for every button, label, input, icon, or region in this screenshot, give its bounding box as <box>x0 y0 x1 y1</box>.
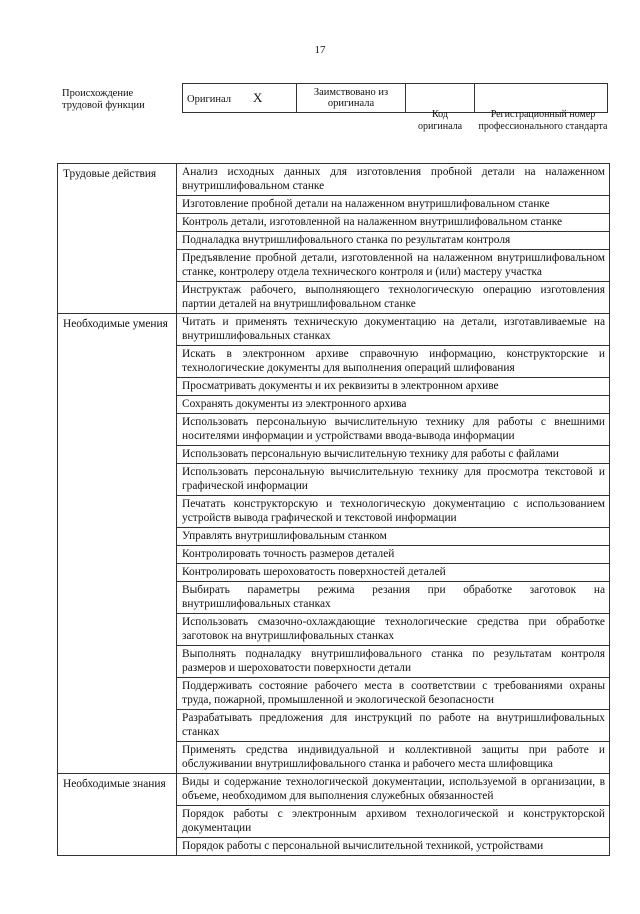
list-item: Порядок работы с электронным архивом технологической и конструкторской документации <box>177 806 610 838</box>
table-row <box>58 774 610 806</box>
list-item: Управлять внутришлифовальным станком <box>177 528 610 546</box>
page-number: 17 <box>314 44 326 56</box>
list-item: Использовать персональную вычислительную технику для просмотра текстовой и графической информации <box>177 464 610 496</box>
list-item: Изготовление пробной детали на налаженном внутришлифовальном станке <box>177 196 610 214</box>
original-cell <box>183 84 297 113</box>
labor-function-table <box>57 163 610 856</box>
list-item: Контролировать шероховатость поверхностей деталей <box>177 564 610 582</box>
list-item: Сохранять документы из электронного архива <box>177 396 610 414</box>
section-label: Трудовые действия <box>58 164 177 314</box>
list-item: Выбирать параметры режима резания при обработке заготовок на внутришлифовальных станках <box>177 582 610 614</box>
original-mark: X <box>253 90 263 105</box>
original-label: Оригинал <box>187 94 231 105</box>
list-item: Инструктаж рабочего, выполняющего технологическую операцию изготовления партии деталей на внутришлифовальном станке <box>177 282 610 314</box>
table-row <box>58 164 610 196</box>
list-item: Контроль детали, изготовленной на налаженном внутришлифовальном станке <box>177 214 610 232</box>
list-item: Предъявление пробной детали, изготовленной на налаженном внутришлифовальном станке, контролеру отдела технического контроля и (или) мастеру участка <box>177 250 610 282</box>
list-item: Печатать конструкторскую и технологическую документацию с использованием устройств вывода графической и текстовой информации <box>177 496 610 528</box>
list-item: Виды и содержание технологической документации, используемой в организации, в объеме, необходимом для выполнения служебных обязанностей <box>177 774 610 806</box>
list-item: Порядок работы с персональной вычислительной техникой, устройствами <box>177 838 610 856</box>
list-item: Читать и применять техническую документацию на детали, изготавливаемые на внутришлифовальных станках <box>177 314 610 346</box>
origin-label: Происхождение трудовой функции <box>62 88 145 111</box>
list-item: Анализ исходных данных для изготовления пробной детали на налаженном внутришлифовальном станке <box>177 164 610 196</box>
borrowed-cell: Заимствовано из оригинала <box>297 84 406 113</box>
list-item: Искать в электронном архиве справочную информацию, конструкторские и технологические документы для выполнения операций шлифования <box>177 346 610 378</box>
list-item: Поддерживать состояние рабочего места в соответствии с требованиями охраны труда, пожарной, промышленной и экологической безопасности <box>177 678 610 710</box>
code-caption: Код оригинала <box>417 109 463 132</box>
section-label: Необходимые знания <box>58 774 177 856</box>
section-label: Необходимые умения <box>58 314 177 774</box>
table-row <box>58 314 610 346</box>
list-item: Выполнять подналадку внутришлифовального станка по результатам контроля размеров и шероховатости поверхности детали <box>177 646 610 678</box>
list-item: Контролировать точность размеров деталей <box>177 546 610 564</box>
list-item: Просматривать документы и их реквизиты в электронном архиве <box>177 378 610 396</box>
list-item: Использовать смазочно-охлаждающие технологические средства при обработке заготовок на внутришлифовальных станках <box>177 614 610 646</box>
list-item: Разрабатывать предложения для инструкций по работе на внутришлифовальных станках <box>177 710 610 742</box>
reg-number-caption: Регистрационный номер профессионального стандарта <box>478 109 608 132</box>
list-item: Использовать персональную вычислительную технику для работы с файлами <box>177 446 610 464</box>
list-item: Применять средства индивидуальной и коллективной защиты при работе и обслуживании внутришлифовального станка и рабочего места шлифовщика <box>177 742 610 774</box>
list-item: Подналадка внутришлифовального станка по результатам контроля <box>177 232 610 250</box>
list-item: Использовать персональную вычислительную технику для работы с внешними носителями информации и устройствами ввода-вывода информации <box>177 414 610 446</box>
